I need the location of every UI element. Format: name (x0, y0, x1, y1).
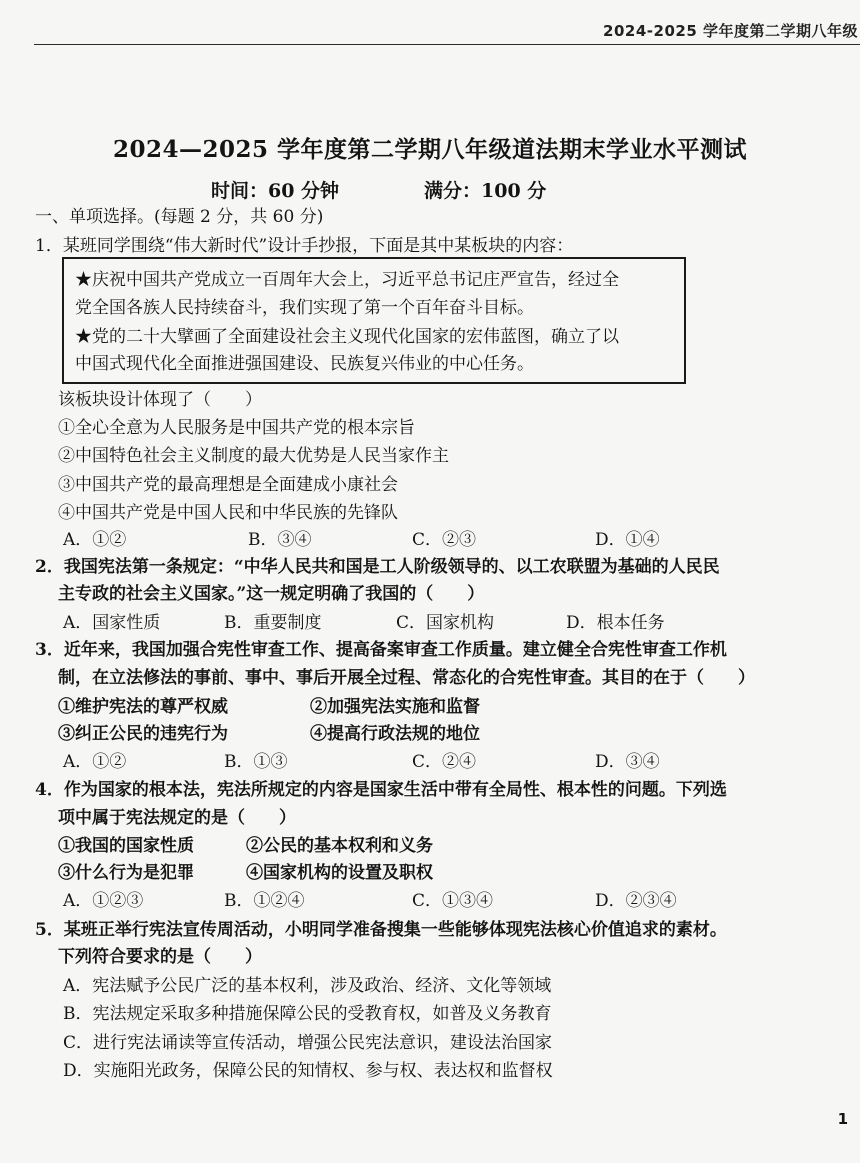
question-3-stem: 制，在立法修法的事前、事中、事后开展全过程、常态化的合宪性审查。其目的在于（ ） (58, 668, 755, 688)
option-b: B．①②④ (224, 891, 305, 911)
question-2-stem: 2．我国宪法第一条规定：“中华人民共和国是工人阶级领导的、以工农联盟为基础的人民民 (35, 557, 720, 577)
material-line: ★党的二十大擘画了全面建设社会主义现代化国家的宏伟蓝图，确立了以 (75, 327, 619, 347)
option-b: B．重要制度 (224, 613, 322, 633)
option-d: D．①④ (595, 530, 660, 550)
option-c: C．②④ (412, 752, 477, 772)
option-b: B．①③ (224, 752, 288, 772)
score-label: 满分：100 分 (424, 180, 547, 202)
statement: ③什么行为是犯罪 (58, 863, 194, 883)
page-number: 1 (837, 1110, 848, 1128)
choice-a: A．宪法赋予公民广泛的基本权利，涉及政治、经济、文化等领域 (63, 976, 552, 996)
question-3-stem: 3．近年来，我国加强合宪性审查工作、提高备案审查工作质量。建立健全合宪性审查工作机 (35, 640, 727, 660)
statement: ①维护宪法的尊严权威 (58, 697, 228, 717)
option-d: D．根本任务 (566, 613, 665, 633)
material-line: ★庆祝中国共产党成立一百周年大会上，习近平总书记庄严宣告，经过全 (75, 270, 619, 290)
running-header: 2024-2025 学年度第二学期八年级 (603, 22, 858, 40)
question-2-stem: 主专政的社会主义国家。”这一规定明确了我国的（ ） (58, 584, 485, 604)
statement: ①全心全意为人民服务是中国共产党的根本宗旨 (58, 418, 415, 438)
option-c: C．①③④ (412, 891, 494, 911)
statement: ④中国共产党是中国人民和中华民族的先锋队 (58, 503, 398, 523)
option-a: A．①②③ (63, 891, 144, 911)
option-b: B．③④ (248, 530, 312, 550)
option-a: A．①② (63, 752, 127, 772)
statement: ②公民的基本权利和义务 (246, 836, 433, 856)
statement: ④国家机构的设置及职权 (246, 863, 433, 883)
section-heading: 一、单项选择。(每题 2 分，共 60 分) (35, 207, 324, 227)
option-d: D．②③④ (595, 891, 677, 911)
option-c: C．国家机构 (396, 613, 495, 633)
statement: ②加强宪法实施和监督 (310, 697, 480, 717)
material-line: 中国式现代化全面推进强国建设、民族复兴伟业的中心任务。 (75, 354, 534, 374)
statement: ①我国的国家性质 (58, 836, 194, 856)
option-a: A．国家性质 (63, 613, 161, 633)
header-rule (34, 44, 860, 45)
question-1-stem: 1．某班同学围绕“伟大新时代”设计手抄报，下面是其中某板块的内容： (35, 236, 574, 256)
question-1-prompt: 该板块设计体现了（ ） (58, 390, 262, 410)
choice-c: C．进行宪法诵读等宣传活动，增强公民宪法意识，建设法治国家 (63, 1033, 553, 1053)
choice-d: D．实施阳光政务，保障公民的知情权、参与权、表达权和监督权 (63, 1061, 553, 1081)
time-label: 时间：60 分钟 (211, 180, 340, 202)
material-line: 党全国各族人民持续奋斗，我们实现了第一个百年奋斗目标。 (75, 298, 534, 318)
question-5-stem: 下列符合要求的是（ ） (58, 947, 262, 967)
statement: ③中国共产党的最高理想是全面建成小康社会 (58, 475, 398, 495)
option-c: C．②③ (412, 530, 477, 550)
choice-b: B．宪法规定采取多种措施保障公民的受教育权，如普及义务教育 (63, 1004, 552, 1024)
exam-title: 2024—2025 学年度第二学期八年级道法期末学业水平测试 (112, 136, 748, 163)
statement: ③纠正公民的违宪行为 (58, 724, 228, 744)
option-d: D．③④ (595, 752, 660, 772)
statement: ②中国特色社会主义制度的最大优势是人民当家作主 (58, 446, 449, 466)
question-5-stem: 5．某班正举行宪法宣传周活动，小明同学准备搜集一些能够体现宪法核心价值追求的素材。 (35, 920, 727, 940)
question-4-stem: 项中属于宪法规定的是（ ） (58, 808, 296, 828)
statement: ④提高行政法规的地位 (310, 724, 480, 744)
option-a: A．①② (63, 530, 127, 550)
question-4-stem: 4．作为国家的根本法，宪法所规定的内容是国家生活中带有全局性、根本性的问题。下列选 (35, 780, 727, 800)
